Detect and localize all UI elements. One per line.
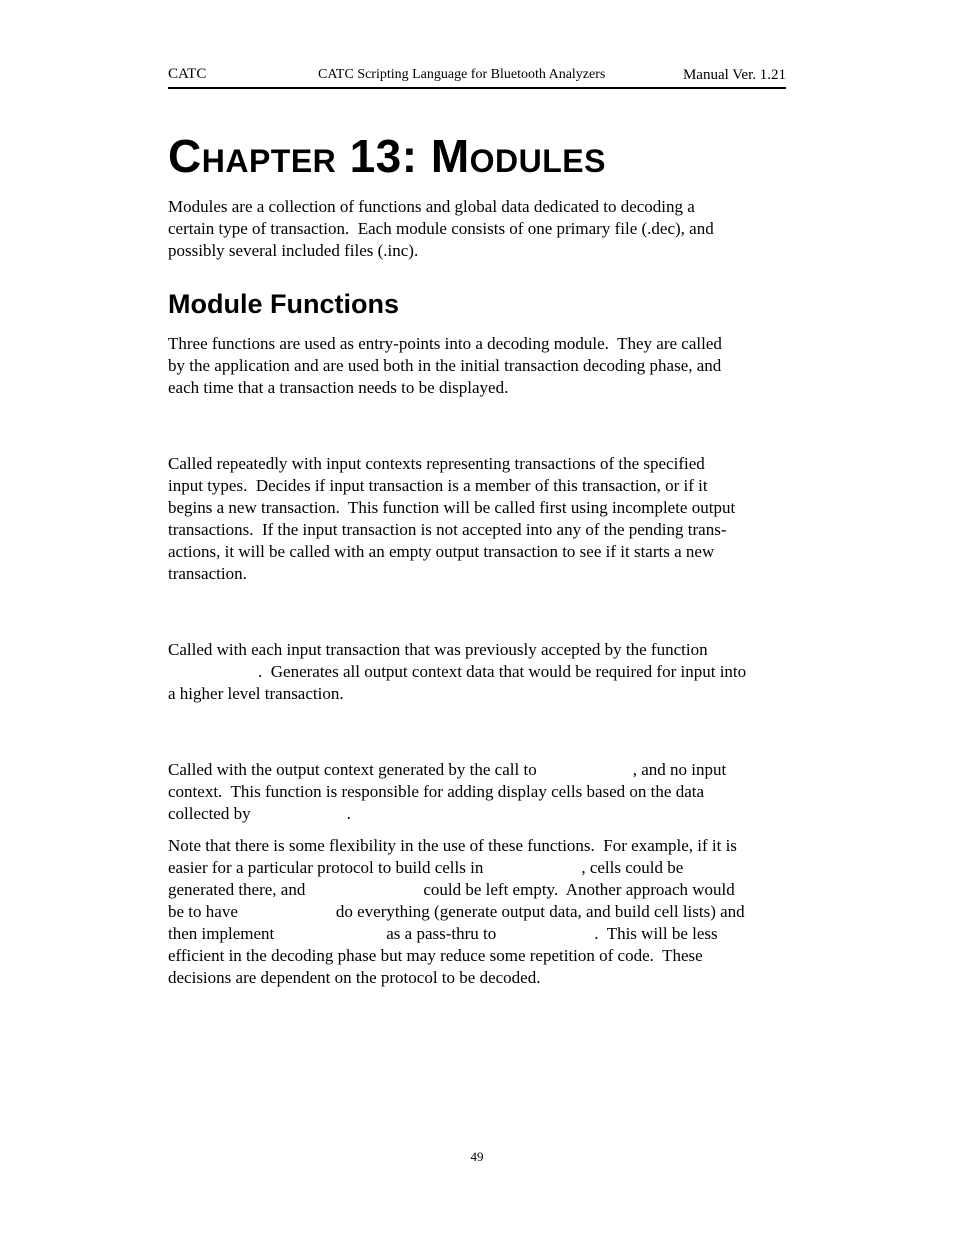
collect-line: a higher level transaction. (168, 684, 344, 703)
note-line-text: then implement (168, 924, 275, 943)
section-intro-line: by the application and are used both in the initial transaction decoding phase, and (168, 356, 722, 375)
page-number: 49 (470, 1149, 484, 1164)
build-line: context. This function is responsible for adding display cells based on the data (168, 782, 705, 801)
process-line: transaction. (168, 564, 247, 583)
note-line-text: as a pass-thru to (386, 924, 497, 943)
header-book-title: CATC Scripting Language for Bluetooth Analyzers (318, 67, 606, 82)
note-line-text: could be left empty. Another approach would (423, 880, 735, 899)
intro-line: possibly several included files (.inc). (168, 241, 419, 260)
build-line-text: , and no input (632, 760, 727, 779)
note-line-text: be to have (168, 902, 238, 921)
note-line (168, 923, 786, 945)
process-line: input types. Decides if input transaction is a member of this transaction, or if it (168, 476, 708, 495)
header-company: CATC (168, 66, 207, 82)
process-description (168, 453, 786, 585)
collect-line: Called with each input transaction that was previously accepted by the function (168, 640, 708, 659)
note-line-text: do everything (generate output data, and build cell lists) and (335, 902, 745, 921)
note-line-text: easier for a particular protocol to build cells in (168, 858, 484, 877)
section-intro-line: each time that a transaction needs to be displayed. (168, 378, 509, 397)
note-line (168, 879, 786, 901)
note-line (168, 857, 786, 879)
note-line: decisions are dependent on the protocol to be decoded. (168, 968, 541, 987)
process-line: actions, it will be called with an empty output transaction to see if it starts a new (168, 542, 715, 561)
process-line: begins a new transaction. This function will be called first using incomplete output (168, 498, 736, 517)
note-line-text: . This will be less (594, 924, 718, 943)
build-line (168, 803, 786, 825)
process-line: transactions. If the input transaction is not accepted into any of the pending trans- (168, 520, 727, 539)
note-line (168, 901, 786, 923)
intro-paragraph (168, 196, 786, 262)
build-line-text: collected by (168, 804, 251, 823)
note-line-text: generated there, and (168, 880, 306, 899)
collect-line-text: . Generates all output context data that would be required for input into (258, 662, 747, 681)
process-line: Called repeatedly with input contexts representing transactions of the specified (168, 454, 705, 473)
note-line: Note that there is some flexibility in the use of these functions. For example, if it is (168, 836, 737, 855)
collect-line (168, 661, 786, 683)
build-line (168, 759, 786, 781)
intro-line: certain type of transaction. Each module consists of one primary file (.dec), and (168, 219, 714, 238)
note-line: efficient in the decoding phase but may reduce some repetition of code. These (168, 946, 703, 965)
chapter-title: Chapter 13: Modules (168, 130, 606, 182)
note-line-text: , cells could be (581, 858, 684, 877)
build-line-text: . (346, 804, 351, 823)
build-line-text: Called with the output context generated by the call to (168, 760, 537, 779)
section-intro-paragraph (168, 333, 786, 399)
collect-description (168, 639, 786, 705)
section-title: Module Functions (168, 289, 399, 319)
section-intro-line: Three functions are used as entry-points into a decoding module. They are called (168, 334, 722, 353)
build-description (168, 759, 786, 825)
running-header (168, 64, 786, 89)
header-version: Manual Ver. 1.21 (682, 67, 786, 83)
note-paragraph (168, 835, 786, 989)
intro-line: Modules are a collection of functions and global data dedicated to decoding a (168, 197, 695, 216)
